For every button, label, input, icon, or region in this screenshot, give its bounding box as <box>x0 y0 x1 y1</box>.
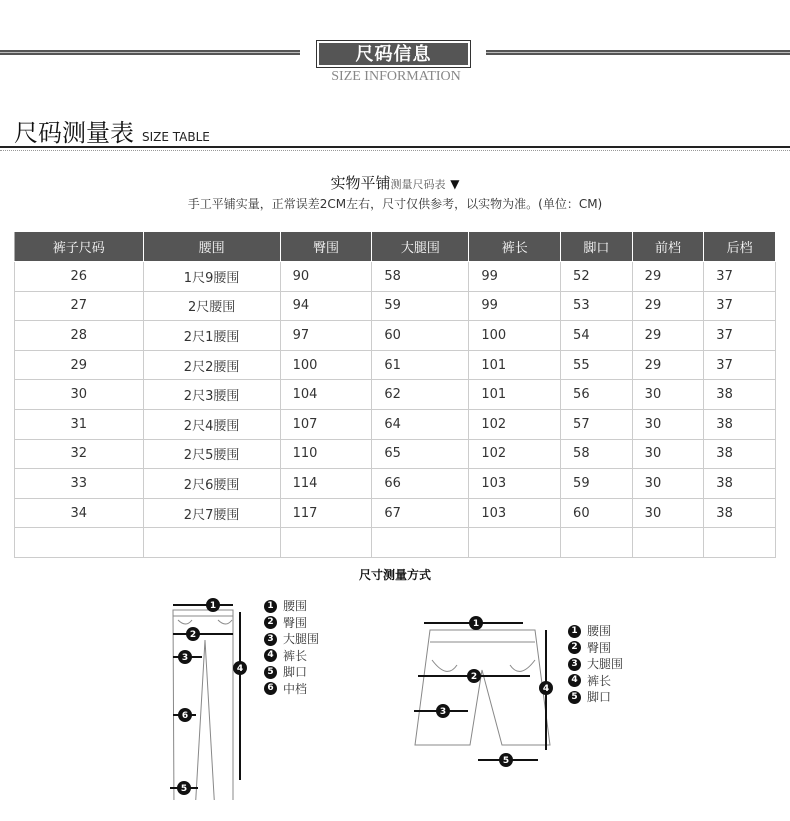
svg-text:5: 5 <box>180 784 188 794</box>
table-cell: 37 <box>704 321 776 351</box>
table-cell: 117 <box>280 498 372 528</box>
table-cell: 2尺2腰围 <box>143 350 280 380</box>
table-cell: 2尺5腰围 <box>143 439 280 469</box>
table-row <box>15 528 776 558</box>
divider <box>0 146 790 148</box>
legend-label: 裤长 <box>587 673 612 688</box>
column-header: 裤子尺码 <box>15 232 144 262</box>
table-cell: 31 <box>15 409 144 439</box>
intro-small: 测量尺码表 <box>390 178 446 191</box>
table-cell: 59 <box>561 469 633 499</box>
table-row <box>15 498 776 528</box>
intro-heading <box>0 172 790 193</box>
table-cell: 30 <box>632 380 704 410</box>
table-cell: 30 <box>632 439 704 469</box>
table-cell: 58 <box>372 262 469 292</box>
svg-text:1: 1 <box>209 601 217 611</box>
table-cell: 99 <box>469 291 561 321</box>
legend-item <box>568 640 623 657</box>
table-cell: 38 <box>704 498 776 528</box>
legend-item <box>568 623 623 640</box>
table-cell: 57 <box>561 409 633 439</box>
table-cell: 52 <box>561 262 633 292</box>
down-triangle-icon: ▼ <box>450 177 460 191</box>
table-row <box>15 350 776 380</box>
table-cell: 104 <box>280 380 372 410</box>
table-cell: 101 <box>469 350 561 380</box>
table-cell: 30 <box>632 469 704 499</box>
section-title-en: SIZE TABLE <box>142 130 210 144</box>
table-cell: 59 <box>372 291 469 321</box>
table-cell: 30 <box>15 380 144 410</box>
pants-diagram <box>160 590 260 800</box>
table-cell: 102 <box>469 409 561 439</box>
table-cell: 30 <box>632 498 704 528</box>
number-badge-icon: 1 <box>568 625 581 638</box>
table-cell: 60 <box>561 498 633 528</box>
svg-text:4: 4 <box>542 684 550 694</box>
table-cell: 55 <box>561 350 633 380</box>
table-cell <box>469 528 561 558</box>
svg-text:2: 2 <box>189 630 197 640</box>
column-header: 大腿围 <box>372 232 469 262</box>
table-cell: 2尺1腰围 <box>143 321 280 351</box>
legend-label: 腰围 <box>587 624 612 638</box>
table-cell <box>143 528 280 558</box>
table-cell: 26 <box>15 262 144 292</box>
legend-item <box>568 673 623 690</box>
number-badge-icon: 1 <box>264 600 277 613</box>
legend-item <box>264 598 319 615</box>
table-cell: 28 <box>15 321 144 351</box>
table-cell: 33 <box>15 469 144 499</box>
svg-text:6: 6 <box>181 711 189 721</box>
table-row <box>15 409 776 439</box>
size-info-subtitle: SIZE INFORMATION <box>331 69 461 84</box>
header-line-right <box>486 50 790 55</box>
svg-text:1: 1 <box>472 619 480 629</box>
number-badge-icon: 6 <box>264 682 277 695</box>
svg-text:4: 4 <box>236 664 244 674</box>
svg-text:5: 5 <box>502 756 510 766</box>
legend-label: 臀围 <box>587 640 612 655</box>
legend-label: 臀围 <box>283 615 308 630</box>
table-cell: 90 <box>280 262 372 292</box>
table-cell: 29 <box>632 321 704 351</box>
legend-item <box>264 615 319 632</box>
table-cell: 38 <box>704 469 776 499</box>
section-title <box>14 113 210 148</box>
table-row <box>15 380 776 410</box>
table-cell: 99 <box>469 262 561 292</box>
table-cell <box>372 528 469 558</box>
table-cell: 27 <box>15 291 144 321</box>
column-header: 裤长 <box>469 232 561 262</box>
table-cell <box>704 528 776 558</box>
table-row <box>15 262 776 292</box>
number-badge-icon: 2 <box>568 641 581 654</box>
column-header: 后档 <box>704 232 776 262</box>
table-cell <box>632 528 704 558</box>
legend-item <box>264 681 319 698</box>
pants-legend <box>264 598 319 697</box>
table-cell: 29 <box>632 350 704 380</box>
table-cell: 2尺腰围 <box>143 291 280 321</box>
size-table <box>14 231 776 558</box>
table-cell: 61 <box>372 350 469 380</box>
intro-note: 手工平铺实量，正常误差2CM左右，尺寸仅供参考，以实物为准。(单位：CM) <box>187 197 603 211</box>
column-header: 腰围 <box>143 232 280 262</box>
legend-item <box>264 664 319 681</box>
table-cell <box>561 528 633 558</box>
legend-item <box>264 648 319 665</box>
legend-item <box>568 689 623 706</box>
table-row <box>15 291 776 321</box>
table-row <box>15 321 776 351</box>
shorts-legend <box>568 623 623 706</box>
dotted-divider <box>0 150 790 151</box>
svg-text:3: 3 <box>439 707 447 717</box>
table-cell: 67 <box>372 498 469 528</box>
number-badge-icon: 4 <box>568 674 581 687</box>
table-cell: 100 <box>469 321 561 351</box>
table-cell: 32 <box>15 439 144 469</box>
legend-item <box>264 631 319 648</box>
table-cell: 30 <box>632 409 704 439</box>
legend-label: 中档 <box>283 681 308 696</box>
table-cell: 65 <box>372 439 469 469</box>
header-line-left <box>0 50 300 55</box>
table-cell: 56 <box>561 380 633 410</box>
table-cell: 37 <box>704 262 776 292</box>
intro-main: 实物平铺 <box>330 174 391 192</box>
legend-label: 脚口 <box>587 690 612 704</box>
number-badge-icon: 3 <box>264 633 277 646</box>
number-badge-icon: 2 <box>264 616 277 629</box>
table-cell: 103 <box>469 469 561 499</box>
table-cell: 53 <box>561 291 633 321</box>
table-cell: 101 <box>469 380 561 410</box>
legend-label: 大腿围 <box>587 657 624 671</box>
table-cell <box>15 528 144 558</box>
table-cell: 38 <box>704 380 776 410</box>
svg-text:3: 3 <box>181 653 189 663</box>
table-cell: 37 <box>704 291 776 321</box>
measure-title: 尺寸测量方式 <box>358 568 431 582</box>
table-row <box>15 469 776 499</box>
number-badge-icon: 3 <box>568 658 581 671</box>
svg-text:2: 2 <box>470 672 478 682</box>
table-cell: 2尺4腰围 <box>143 409 280 439</box>
table-cell: 1尺9腰围 <box>143 262 280 292</box>
legend-label: 脚口 <box>283 665 308 679</box>
column-header: 臀围 <box>280 232 372 262</box>
size-info-badge <box>316 40 471 68</box>
table-cell: 29 <box>632 291 704 321</box>
table-cell: 94 <box>280 291 372 321</box>
table-cell: 2尺3腰围 <box>143 380 280 410</box>
table-cell: 2尺7腰围 <box>143 498 280 528</box>
table-cell: 37 <box>704 350 776 380</box>
number-badge-icon: 5 <box>264 666 277 679</box>
table-cell: 110 <box>280 439 372 469</box>
number-badge-icon: 5 <box>568 691 581 704</box>
column-header: 脚口 <box>561 232 633 262</box>
table-cell: 58 <box>561 439 633 469</box>
badge-text: 尺码信息 <box>319 43 468 65</box>
table-cell <box>280 528 372 558</box>
table-cell: 29 <box>15 350 144 380</box>
table-cell: 64 <box>372 409 469 439</box>
table-row <box>15 439 776 469</box>
table-cell: 54 <box>561 321 633 351</box>
column-header: 前档 <box>632 232 704 262</box>
number-badge-icon: 4 <box>264 649 277 662</box>
table-cell: 100 <box>280 350 372 380</box>
table-cell: 34 <box>15 498 144 528</box>
table-cell: 102 <box>469 439 561 469</box>
table-cell: 62 <box>372 380 469 410</box>
shorts-diagram <box>410 610 560 770</box>
table-cell: 38 <box>704 409 776 439</box>
table-cell: 38 <box>704 439 776 469</box>
table-cell: 97 <box>280 321 372 351</box>
section-title-cn: 尺码测量表 <box>14 119 134 147</box>
table-cell: 60 <box>372 321 469 351</box>
table-cell: 107 <box>280 409 372 439</box>
table-cell: 2尺6腰围 <box>143 469 280 499</box>
legend-item <box>568 656 623 673</box>
table-cell: 29 <box>632 262 704 292</box>
legend-label: 大腿围 <box>283 632 320 646</box>
legend-label: 裤长 <box>283 648 308 663</box>
table-cell: 114 <box>280 469 372 499</box>
legend-label: 腰围 <box>283 599 308 613</box>
table-cell: 103 <box>469 498 561 528</box>
table-cell: 66 <box>372 469 469 499</box>
